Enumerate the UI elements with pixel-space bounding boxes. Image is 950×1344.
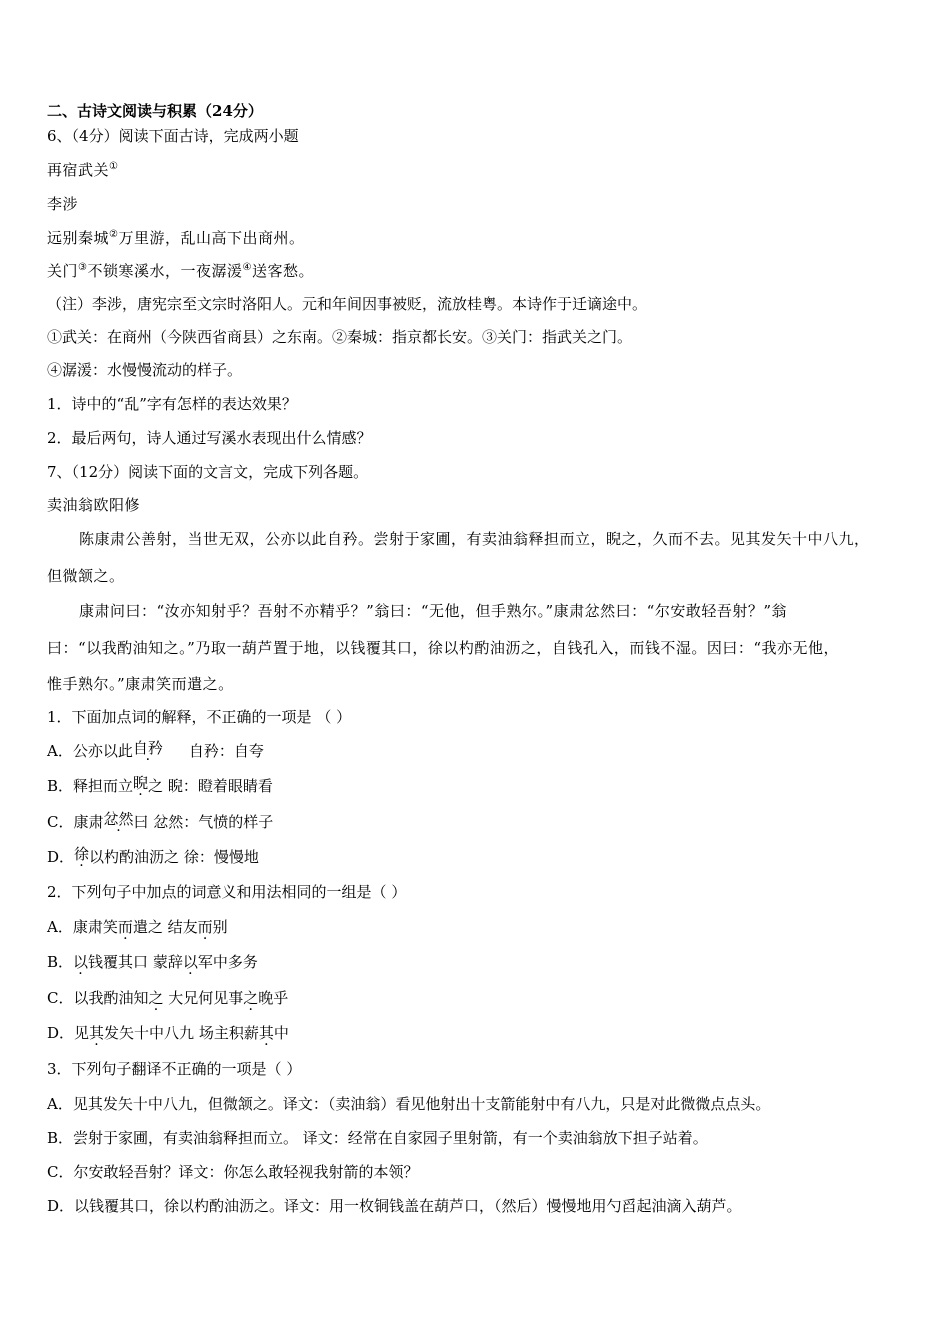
poem-note-3: ④潺湲：水慢慢流动的样子。	[47, 361, 243, 379]
footnote-mark: ①	[109, 161, 119, 172]
q7-2-option-d: D．见其发矢十中八九 场主积薪其中	[47, 1024, 289, 1042]
q7-2-option-a: A．康肃笑而遣之 结友而别	[47, 918, 228, 936]
q7-2-option-b: B．以钱覆其口 蒙辞以军中多务	[47, 953, 258, 971]
q7-1-option-d: D．徐以杓酌油沥之 徐：慢慢地	[47, 845, 259, 866]
q7-1-option-c: C．康肃忿然曰 忿然：气愤的样子	[47, 810, 274, 831]
q7-1-option-b: B．释担而立睨之 睨：瞪着眼睛看	[47, 774, 273, 795]
footnote-mark: ④	[242, 262, 252, 273]
q7-2-stem: 2．下列句子中加点的词意义和用法相同的一组是（ ）	[47, 883, 407, 901]
q7-3-stem: 3．下列句子翻译不正确的一项是（ ）	[47, 1060, 302, 1078]
footnote-mark: ③	[78, 262, 88, 273]
poem-note-2: ①武关：在商州（今陕西省商县）之东南。②秦城：指京都长安。③关门：指武关之门。	[47, 328, 633, 346]
q7-2-option-c: C．以我酌油知之 大兄何见事之晚乎	[47, 989, 289, 1007]
q6-sub-question-1: 1．诗中的“乱”字有怎样的表达效果？	[47, 395, 297, 413]
q6-sub-question-2: 2．最后两句，诗人通过写溪水表现出什么情感？	[47, 429, 372, 447]
poem-line-2: 关门③不锁寒溪水，一夜潺湲④送客愁。	[47, 262, 314, 280]
q7-3-option-d: D．以钱覆其口，徐以杓酌油沥之。译文：用一枚铜钱盖在葫芦口，（然后）慢慢地用勺舀起油滴入葫芦。	[47, 1197, 742, 1215]
poem-note-1: （注）李涉，唐宪宗至文宗时洛阳人。元和年间因事被贬，流放桂粤。本诗作于迁谪途中。	[47, 295, 648, 313]
q7-stem: 7、（12分）阅读下面的文言文，完成下列各题。	[47, 463, 369, 481]
passage-title: 卖油翁欧阳修	[47, 496, 141, 514]
section-title: 二、古诗文阅读与积累（24分）	[47, 102, 263, 120]
passage-p2-line-3: 惟手熟尔。”康肃笑而遣之。	[47, 675, 234, 693]
q7-3-option-c: C．尔安敢轻吾射？译文：你怎么敢轻视我射箭的本领？	[47, 1163, 419, 1181]
poem-author: 李涉	[47, 195, 79, 213]
q7-1-stem: 1．下面加点词的解释，不正确的一项是 （ ）	[47, 708, 352, 726]
passage-p2-line-2: 曰：“以我酌油知之。”乃取一葫芦置于地，以钱覆其口，徐以杓酌油沥之，自钱孔入，而钱不湿。因曰：“我亦无他，	[47, 639, 840, 657]
passage-p2-line-1: 康肃问曰：“汝亦知射乎？吾射不亦精乎？”翁曰：“无他，但手熟尔。”康肃忿然曰：“尔安敢轻吾射？”翁	[79, 602, 788, 620]
poem-line-1: 远别秦城②万里游，乱山高下出商州。	[47, 229, 305, 247]
q7-3-option-b: B．尝射于家圃，有卖油翁释担而立。 译文：经常在自家园子里射箭，有一个卖油翁放下担子站着。	[47, 1129, 708, 1147]
footnote-mark: ②	[109, 229, 119, 240]
q7-3-option-a: A．见其发矢十中八九，但微颔之。译文：（卖油翁）看见他射出十支箭能射中有八九，只是对此微微点点头。	[47, 1095, 771, 1113]
passage-p1-line-1: 陈康肃公善射，当世无双，公亦以此自矜。尝射于家圃，有卖油翁释担而立，睨之，久而不去。见其发矢十中八九，	[79, 530, 870, 548]
passage-p1-line-2: 但微颔之。	[47, 567, 125, 585]
q6-stem: 6、（4分）阅读下面古诗，完成两小题	[47, 127, 299, 145]
poem-title: 再宿武关①	[47, 161, 119, 179]
q7-1-option-a: A．公亦以此自矜 自矜：自夸	[47, 739, 264, 760]
